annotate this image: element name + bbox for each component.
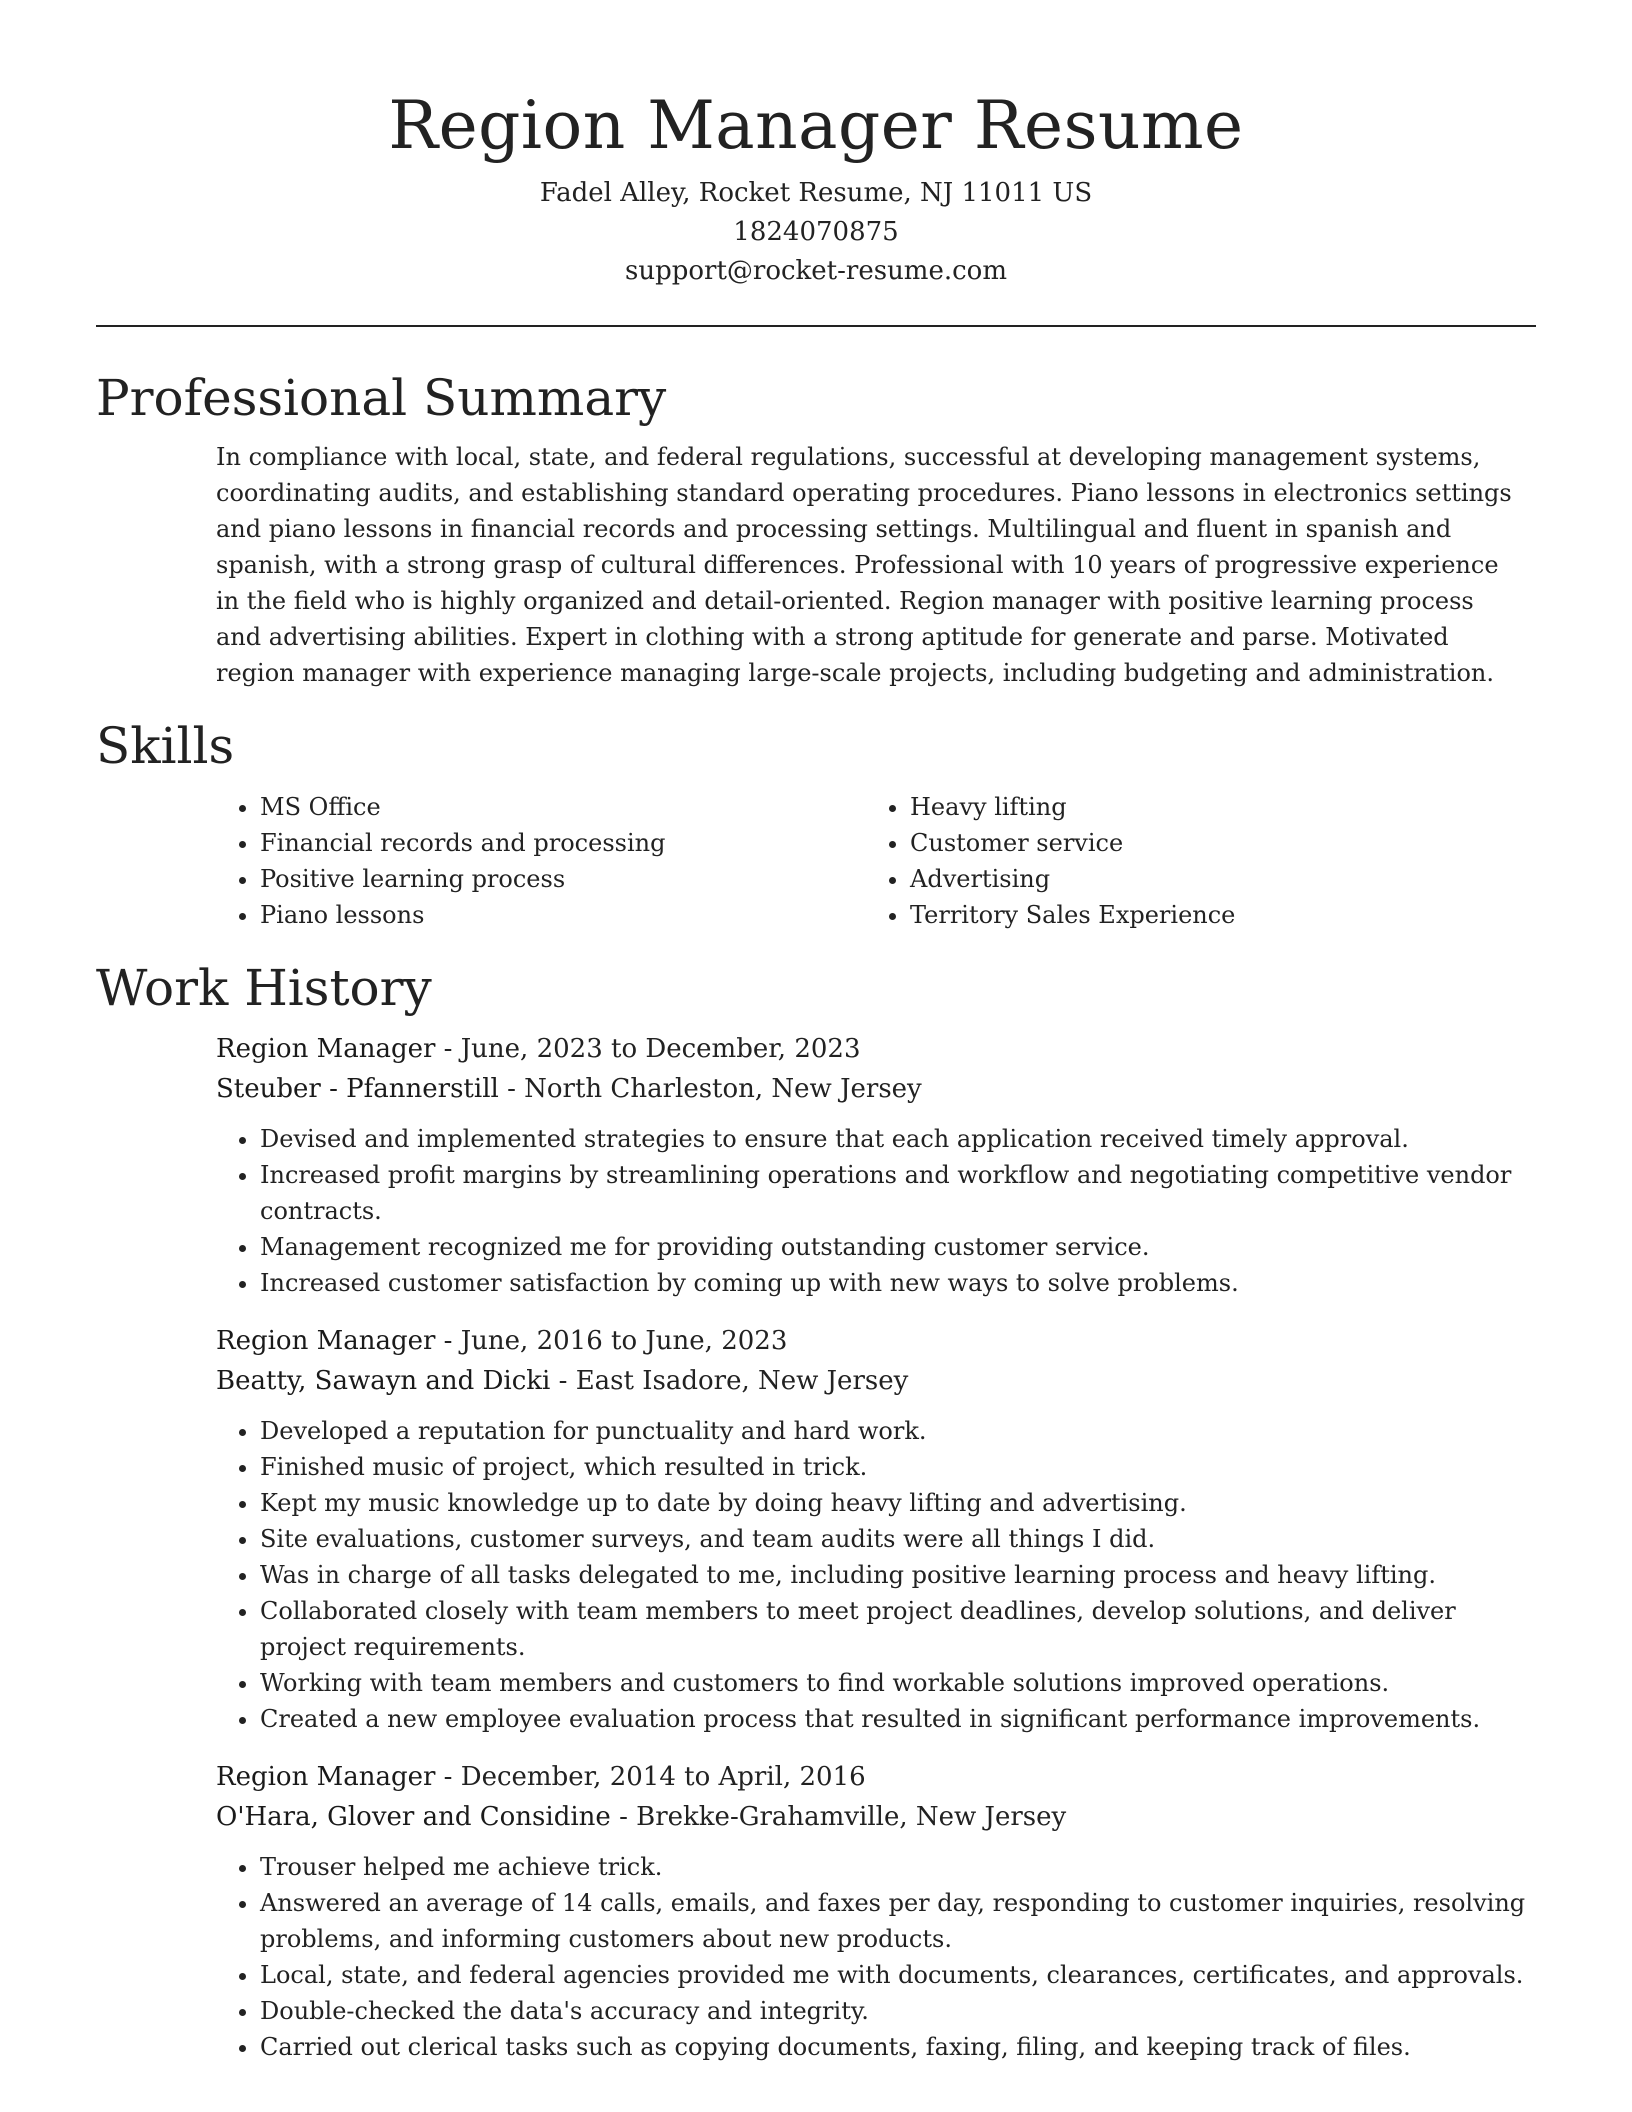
job-title: Region Manager bbox=[216, 1762, 436, 1792]
contact-phone: 1824070875 bbox=[733, 217, 899, 247]
job-bullet: • Trouser helped me achieve trick. bbox=[260, 1849, 1536, 1885]
job-bullet: • Local, state, and federal agencies provided me with documents, clearances, certificates, and approvals. bbox=[260, 1957, 1536, 1993]
job-bullet: • Management recognized me for providing outstanding customer service. bbox=[260, 1229, 1536, 1265]
professional-summary-section bbox=[96, 367, 1536, 691]
skill-item: • Heavy lifting bbox=[910, 789, 1516, 825]
job-location: - Brekke-Grahamville, New Jersey bbox=[610, 1802, 1067, 1832]
job-bullet: • Finished music of project, which resulted in trick. bbox=[260, 1449, 1536, 1485]
job-bullet: • Was in charge of all tasks delegated to me, including positive learning process and heavy lifting. bbox=[260, 1557, 1536, 1593]
skill-item: • Advertising bbox=[910, 861, 1516, 897]
job-entry bbox=[216, 1029, 1536, 1301]
job-bullets bbox=[216, 1413, 1536, 1737]
job-bullet: • Working with team members and customers to find workable solutions improved operations. bbox=[260, 1665, 1536, 1701]
job-bullet: • Site evaluations, customer surveys, and team audits were all things I did. bbox=[260, 1521, 1536, 1557]
job-bullet: • Collaborated closely with team members to meet project deadlines, develop solutions, and deliver project requirements. bbox=[260, 1593, 1536, 1665]
resume-header bbox=[0, 0, 1632, 291]
job-bullet: • Answered an average of 14 calls, emails, and faxes per day, responding to customer inquiries, resolving problems, and informing customers about new products. bbox=[260, 1885, 1536, 1957]
job-dates: - June, 2023 to December, 2023 bbox=[435, 1034, 861, 1064]
contact-email: support@rocket-resume.com bbox=[624, 256, 1007, 286]
skills-column-right bbox=[866, 789, 1516, 933]
skill-item: • Financial records and processing bbox=[260, 825, 866, 861]
job-bullet: • Increased profit margins by streamlining operations and workflow and negotiating competitive vendor contracts. bbox=[260, 1157, 1536, 1229]
skills-column-left bbox=[216, 789, 866, 933]
section-title-skills: Skills bbox=[96, 717, 235, 775]
contact-address: Fadel Alley, Rocket Resume, NJ 11011 US bbox=[539, 178, 1093, 208]
job-bullet: • Developed a reputation for punctuality and hard work. bbox=[260, 1413, 1536, 1449]
skill-item: • MS Office bbox=[260, 789, 866, 825]
contact-block bbox=[0, 174, 1632, 291]
job-title-line bbox=[216, 1321, 1536, 1361]
job-company: Steuber - Pfannerstill bbox=[216, 1074, 499, 1104]
job-title-line bbox=[216, 1029, 1536, 1069]
job-company-line bbox=[216, 1797, 1536, 1837]
job-company-line bbox=[216, 1361, 1536, 1401]
job-bullet: • Double-checked the data's accuracy and integrity. bbox=[260, 1993, 1536, 2029]
job-title-line bbox=[216, 1757, 1536, 1797]
job-entry bbox=[216, 1757, 1536, 2065]
work-history-section bbox=[96, 957, 1536, 2065]
job-company: Beatty, Sawayn and Dicki bbox=[216, 1366, 551, 1396]
skills-grid bbox=[216, 789, 1536, 933]
job-title: Region Manager bbox=[216, 1326, 436, 1356]
skill-item: • Customer service bbox=[910, 825, 1516, 861]
job-title: Region Manager bbox=[216, 1034, 436, 1064]
header-divider bbox=[96, 325, 1536, 327]
job-bullets bbox=[216, 1849, 1536, 2065]
job-company: O'Hara, Glover and Considine bbox=[216, 1802, 611, 1832]
summary-text: In compliance with local, state, and federal regulations, successful at developing management systems, coordinating audits, and establishing standard operating procedures. Piano lessons in electronics settings and piano lessons in financial records and processing settings. Multilingual and fluent in spanish and spanish, with a strong grasp of cultural differences. Professional with 10 years of progressive experience in the field who is highly organized and detail-oriented. Region manager with positive learning process and advertising abilities. Expert in clothing with a strong aptitude for generate and parse. Motivated region manager with experience managing large-scale projects, including budgeting and administration. bbox=[216, 443, 1512, 687]
section-title-work-history: Work History bbox=[96, 959, 432, 1017]
skills-list-right bbox=[866, 789, 1516, 933]
skill-item: • Territory Sales Experience bbox=[910, 897, 1516, 933]
skill-item: • Positive learning process bbox=[260, 861, 866, 897]
job-bullet: • Kept my music knowledge up to date by doing heavy lifting and advertising. bbox=[260, 1485, 1536, 1521]
job-bullet: • Devised and implemented strategies to ensure that each application received timely approval. bbox=[260, 1121, 1536, 1157]
job-location: - East Isadore, New Jersey bbox=[550, 1366, 909, 1396]
page-title: Region Manager Resume bbox=[388, 87, 1244, 164]
job-company-line bbox=[216, 1069, 1536, 1109]
job-dates: - December, 2014 to April, 2016 bbox=[435, 1762, 866, 1792]
skill-item: • Piano lessons bbox=[260, 897, 866, 933]
job-dates: - June, 2016 to June, 2023 bbox=[435, 1326, 788, 1356]
skills-list-left bbox=[216, 789, 866, 933]
job-bullet: • Increased customer satisfaction by coming up with new ways to solve problems. bbox=[260, 1265, 1536, 1301]
skills-section bbox=[96, 715, 1536, 933]
section-title-summary: Professional Summary bbox=[96, 369, 667, 427]
job-bullet: • Created a new employee evaluation process that resulted in significant performance improvements. bbox=[260, 1701, 1536, 1737]
job-entry bbox=[216, 1321, 1536, 1737]
job-location: - North Charleston, New Jersey bbox=[498, 1074, 922, 1104]
job-bullets bbox=[216, 1121, 1536, 1301]
job-bullet: • Carried out clerical tasks such as copying documents, faxing, filing, and keeping track of files. bbox=[260, 2029, 1536, 2065]
